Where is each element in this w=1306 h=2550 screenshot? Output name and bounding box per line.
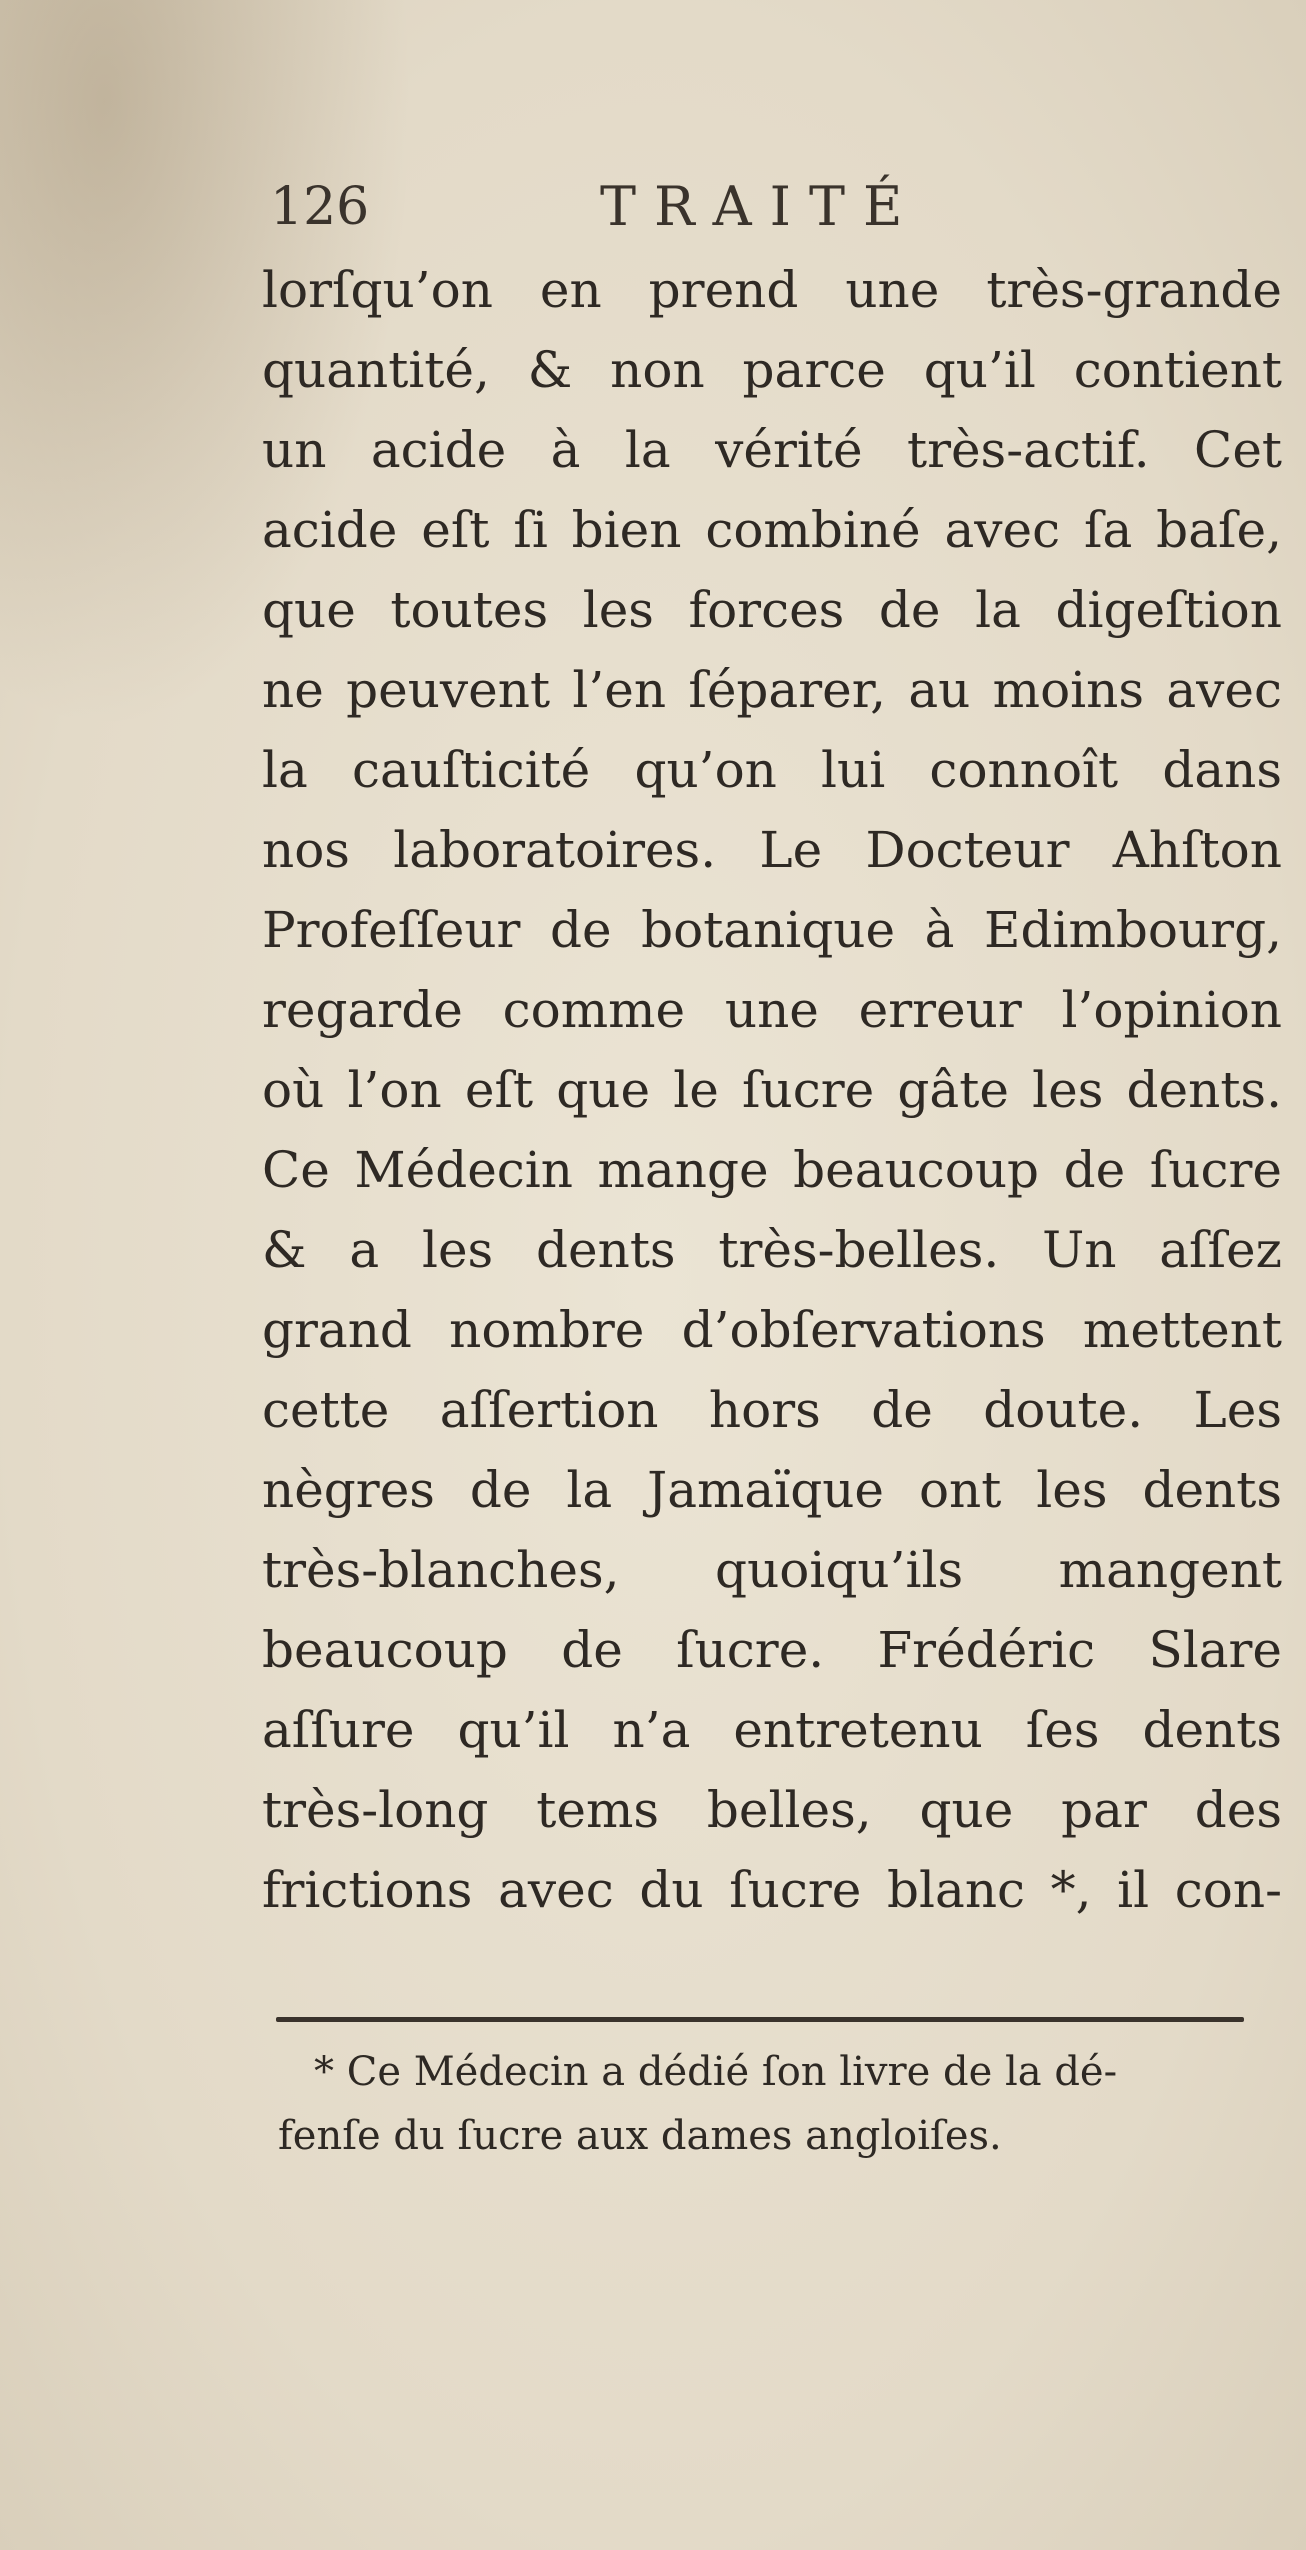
text-line: quantité, & non parce qu’il contient [262,341,1282,399]
text-line: acide eſt ſi bien combiné avec ſa baſe, [262,501,1282,559]
footnote-rule [276,2017,1244,2022]
text-line: un acide à la vérité très-actif. Cet [262,421,1282,479]
text-line: la cauſticité qu’on lui connoît dans [262,741,1282,799]
text-line: ne peuvent l’en ſéparer, au moins avec [262,661,1282,719]
text-line: nègres de la Jamaïque ont les dents [262,1461,1282,1519]
text-line: où l’on eſt que le ſucre gâte les dents. [262,1061,1282,1119]
text-line: & a les dents très-belles. Un aſſez [262,1221,1282,1279]
running-title: TRAITÉ [600,175,921,238]
text-line: frictions avec du ſucre blanc *, il con- [262,1861,1282,1919]
body-text [262,250,1282,1930]
page-header [270,172,1060,242]
text-line: que toutes les forces de la digeſtion [262,581,1282,639]
text-line: beaucoup de ſucre. Frédéric Slare [262,1621,1282,1679]
footnote [278,2040,1278,2168]
text-line: regarde comme une erreur l’opinion [262,981,1282,1039]
text-line: nos laboratoires. Le Docteur Ahſton [262,821,1282,879]
text-line: lorſqu’on en prend une très-grande [262,261,1282,319]
text-line: très-blanches, quoiqu’ils mangent [262,1541,1282,1599]
page-number: 126 [270,177,370,237]
footnote-line: fenſe du ſucre aux dames angloiſes. [278,2113,1002,2159]
text-line: grand nombre d’obſervations mettent [262,1301,1282,1359]
text-line: aſſure qu’il n’a entretenu ſes dents [262,1701,1282,1759]
text-line: Ce Médecin mange beaucoup de ſucre [262,1141,1282,1199]
text-line: cette aſſertion hors de doute. Les [262,1381,1282,1439]
text-line: Profeſſeur de botanique à Edimbourg, [262,901,1282,959]
text-line: très-long tems belles, que par des [262,1781,1282,1839]
footnote-line: * Ce Médecin a dédié ſon livre de la dé- [314,2049,1118,2095]
